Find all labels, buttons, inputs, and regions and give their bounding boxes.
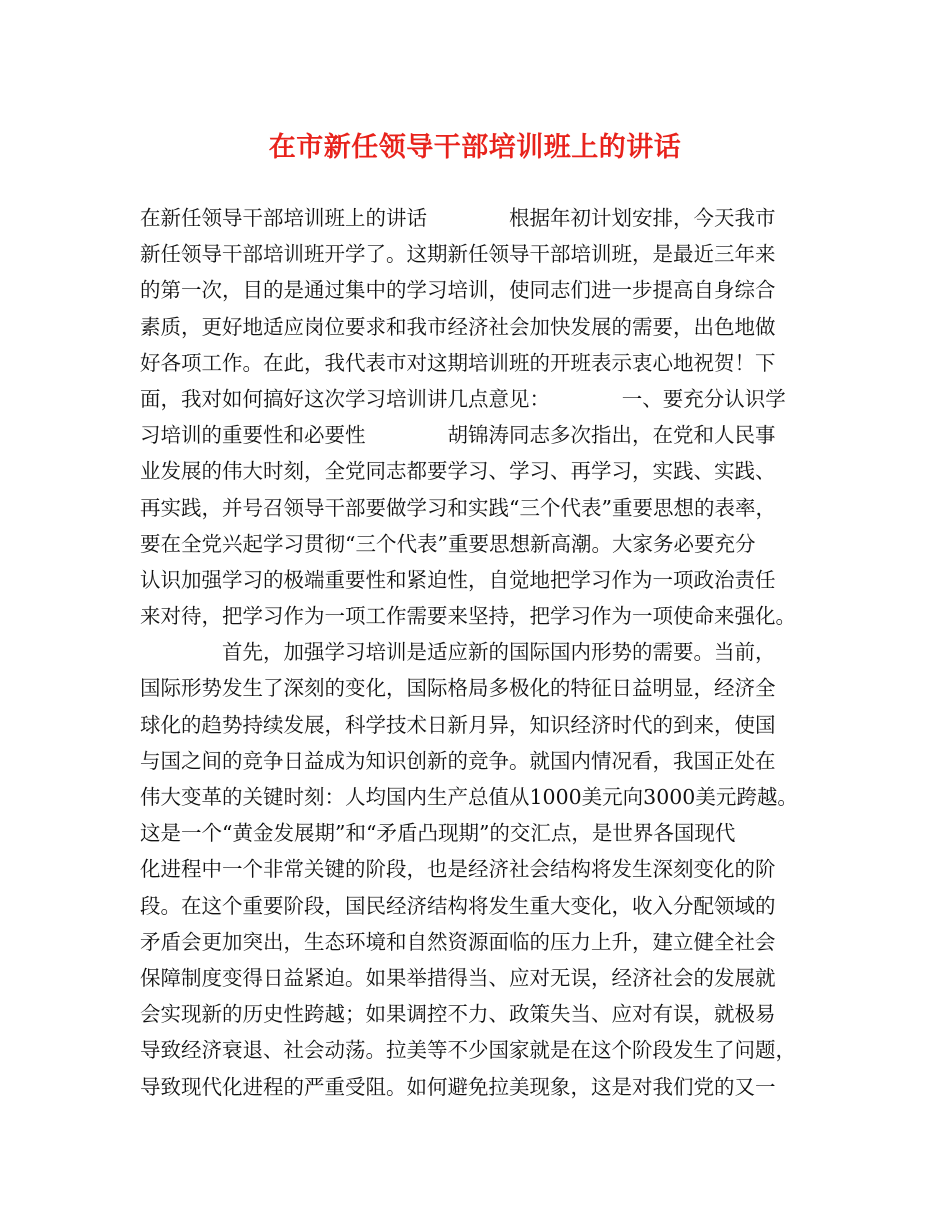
- body-line: 与国之间的竞争日益成为知识创新的竞争。就国内情况看，我国正处在: [140, 748, 776, 773]
- body-line: 再实践，并号召领导干部要做学习和实践“三个代表”重要思想的表率，: [140, 495, 776, 520]
- body-line: 要在全党兴起学习贯彻“三个代表”重要思想新高潮。大家务必要充分: [140, 531, 756, 556]
- body-line: 段。在这个重要阶段，国民经济结构将发生重大变化，收入分配领域的: [140, 893, 776, 918]
- body-line: 国际形势发生了深刻的变化，国际格局多极化的特征日益明显，经济全: [140, 676, 776, 701]
- body-line: 素质，更好地适应岗位要求和我市经济社会加快发展的需要，出色地做: [140, 314, 776, 339]
- body-line: 这是一个“黄金发展期”和“矛盾凸现期”的交汇点，是世界各国现代: [140, 821, 736, 846]
- body-line: 首先，加强学习培训是适应新的国际国内形势的需要。当前，: [140, 640, 776, 665]
- body-line: 好各项工作。在此，我代表市对这期培训班的开班表示衷心地祝贺！下: [140, 350, 776, 375]
- body-line: 会实现新的历史性跨越；如果调控不力、政策失当、应对有误，就极易: [140, 1002, 776, 1027]
- document-title: 在市新任领导干部培训班上的讲话: [268, 132, 682, 163]
- body-line: 来对待，把学习作为一项工作需要来坚持，把学习作为一项使命来强化。: [140, 604, 796, 629]
- body-line: 在新任领导干部培训班上的讲话 根据年初计划安排，今天我市: [140, 206, 776, 230]
- body-line: 认识加强学习的极端重要性和紧迫性，自觉地把学习作为一项政治责任: [140, 567, 776, 592]
- body-line: 新任领导干部培训班开学了。这期新任领导干部培训班，是最近三年来: [140, 242, 776, 267]
- body-line: 保障制度变得日益紧迫。如果举措得当、应对无误，经济社会的发展就: [140, 965, 776, 990]
- document-body: [140, 200, 830, 1105]
- body-line: 矛盾会更加突出，生态环境和自然资源面临的压力上升，建立健全社会: [140, 929, 776, 954]
- body-line: 的第一次，目的是通过集中的学习培训，使同志们进一步提高自身综合: [140, 278, 776, 303]
- body-line: 导致经济衰退、社会动荡。拉美等不少国家就是在这个阶段发生了问题，: [140, 1038, 796, 1063]
- body-line: 导致现代化进程的严重受阻。如何避免拉美现象，这是对我们党的又一: [140, 1074, 776, 1099]
- body-line: 伟大变革的关键时刻：人均国内生产总值从1000美元向3000美元跨越。: [140, 785, 798, 809]
- body-line: 习培训的重要性和必要性 胡锦涛同志多次指出，在党和人民事: [140, 423, 776, 448]
- body-line: 面，我对如何搞好这次学习培训讲几点意见： 一、要充分认识学: [140, 386, 786, 411]
- body-line: 化进程中一个非常关键的阶段，也是经济社会结构将发生深刻变化的阶: [140, 857, 776, 882]
- body-line: 球化的趋势持续发展，科学技术日新月异，知识经济时代的到来，使国: [140, 712, 776, 737]
- body-line: 业发展的伟大时刻，全党同志都要学习、学习、再学习，实践、实践、: [140, 459, 776, 484]
